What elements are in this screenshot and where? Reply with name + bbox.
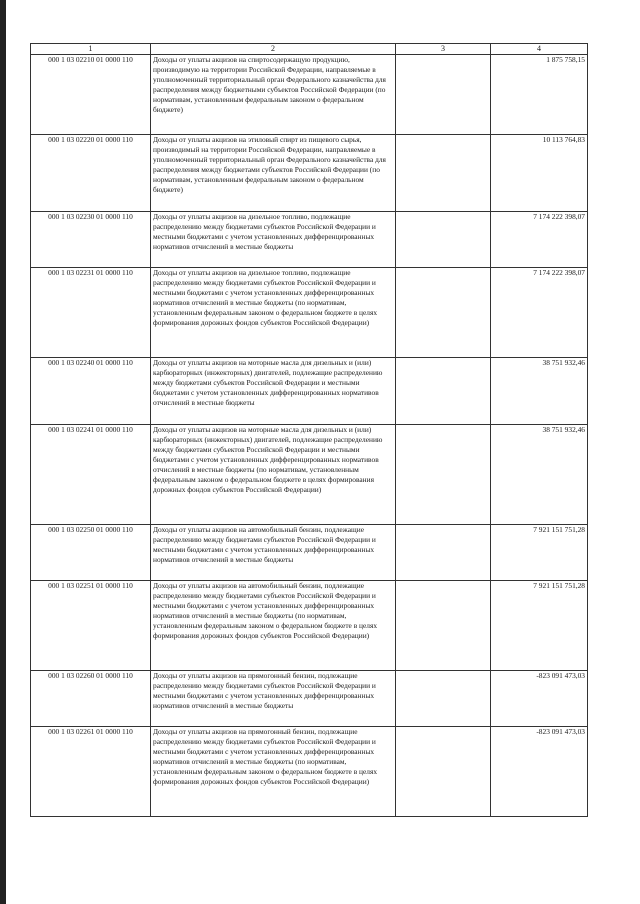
- table-row: [31, 135, 588, 212]
- row-col3: [396, 581, 491, 671]
- table-header-row: [31, 44, 588, 55]
- header-col-4: 4: [491, 44, 588, 55]
- row-code: 000 1 03 02210 01 0000 110: [31, 55, 151, 135]
- row-col3: [396, 135, 491, 212]
- row-amount: 1 875 758,15: [491, 55, 588, 135]
- row-amount: 7 174 222 398,07: [491, 212, 588, 268]
- row-name: Доходы от уплаты акцизов на этиловый спирт из пищевого сырья, производимый на территории Российской Федерации, направляемые в уполномоченный территориальный орган Федерального казначейства для распределения между бюджетами субъектов Российской Федерации (по нормативам, установленным федеральным законом о федеральном бюджете): [151, 135, 396, 212]
- row-col3: [396, 727, 491, 817]
- table-row: [31, 268, 588, 358]
- row-name: Доходы от уплаты акцизов на спиртосодержащую продукцию, производимую на территории Российской Федерации, направляемые в уполномоченный территориальный орган Федерального казначейства для распределения между бюджетными субъектов Российской Федерации (по нормативам, установленным федеральным законом о федеральном бюджете): [151, 55, 396, 135]
- header-col-2: 2: [151, 44, 396, 55]
- row-code: 000 1 03 02240 01 0000 110: [31, 358, 151, 425]
- row-code: 000 1 03 02231 01 0000 110: [31, 268, 151, 358]
- row-col3: [396, 358, 491, 425]
- row-amount: 7 921 151 751,28: [491, 581, 588, 671]
- row-col3: [396, 268, 491, 358]
- row-amount: -823 091 473,03: [491, 671, 588, 727]
- row-name: Доходы от уплаты акцизов на моторные масла для дизельных и (или) карбюраторных (инжекторных) двигателей, подлежащие распределению между бюджетами субъектов Российской Федерации и местными бюджетами с учетом установленных дифференцированных нормативов отчислений в местные бюджеты (по нормативам, установленным федеральным законом о федеральном бюджете в целях формирования дорожных фондов субъектов Российской Федерации): [151, 425, 396, 525]
- row-code: 000 1 03 02261 01 0000 110: [31, 727, 151, 817]
- table-row: [31, 358, 588, 425]
- table-row: [31, 525, 588, 581]
- budget-revenue-table: [30, 43, 588, 817]
- row-name: Доходы от уплаты акцизов на прямогонный бензин, подлежащие распределению между бюджетами субъектов Российской Федерации и местными бюджетами с учетом установленных дифференцированных нормативов отчислений в местные бюджеты: [151, 671, 396, 727]
- row-amount: 38 751 932,46: [491, 358, 588, 425]
- row-code: 000 1 03 02241 01 0000 110: [31, 425, 151, 525]
- row-amount: 38 751 932,46: [491, 425, 588, 525]
- row-amount: 7 174 222 398,07: [491, 268, 588, 358]
- row-name: Доходы от уплаты акцизов на автомобильный бензин, подлежащие распределению между бюджетами субъектов Российской Федерации и местными бюджетами с учетом установленных дифференцированных нормативов отчислений в местные бюджеты (по нормативам, установленным федеральным законом о федеральном бюджете в целях формирования дорожных фондов субъектов Российской Федерации): [151, 581, 396, 671]
- table-row: [31, 55, 588, 135]
- table-row: [31, 212, 588, 268]
- table-row: [31, 581, 588, 671]
- row-code: 000 1 03 02260 01 0000 110: [31, 671, 151, 727]
- row-amount: -823 091 473,03: [491, 727, 588, 817]
- row-code: 000 1 03 02251 01 0000 110: [31, 581, 151, 671]
- row-name: Доходы от уплаты акцизов на дизельное топливо, подлежащие распределению между бюджетами субъектов Российской Федерации и местными бюджетами с учетом установленных дифференцированных нормативов отчислений в местные бюджеты (по нормативам, установленным федеральным законом о федеральном бюджете в целях формирования дорожных фондов субъектов Российской Федерации): [151, 268, 396, 358]
- row-name: Доходы от уплаты акцизов на автомобильный бензин, подлежащие распределению между бюджетами субъектов Российской Федерации и местными бюджетами с учетом установленных дифференцированных нормативов отчислений в местные бюджеты: [151, 525, 396, 581]
- row-code: 000 1 03 02250 01 0000 110: [31, 525, 151, 581]
- row-code: 000 1 03 02220 01 0000 110: [31, 135, 151, 212]
- row-col3: [396, 525, 491, 581]
- row-col3: [396, 671, 491, 727]
- header-col-3: 3: [396, 44, 491, 55]
- row-name: Доходы от уплаты акцизов на моторные масла для дизельных и (или) карбюраторных (инжекторных) двигателей, подлежащие распределению между бюджетами субъектов Российской Федерации и местными бюджетами с учетом установленных дифференцированных нормативов отчислений в местные бюджеты: [151, 358, 396, 425]
- row-col3: [396, 425, 491, 525]
- row-name: Доходы от уплаты акцизов на дизельное топливо, подлежащие распределению между бюджетами субъектов Российской Федерации и местными бюджетами с учетом установленных дифференцированных нормативов отчислений в местные бюджеты: [151, 212, 396, 268]
- table-row: [31, 671, 588, 727]
- row-amount: 10 113 764,83: [491, 135, 588, 212]
- row-code: 000 1 03 02230 01 0000 110: [31, 212, 151, 268]
- table-row: [31, 727, 588, 817]
- row-col3: [396, 55, 491, 135]
- row-col3: [396, 212, 491, 268]
- table-row: [31, 425, 588, 525]
- row-amount: 7 921 151 751,28: [491, 525, 588, 581]
- row-name: Доходы от уплаты акцизов на прямогонный бензин, подлежащие распределению между бюджетами субъектов Российской Федерации и местными бюджетами с учетом установленных дифференцированных нормативов отчислений в местные бюджеты (по нормативам, установленным федеральным законом о федеральном бюджете в целях формирования дорожных фондов субъектов Российской Федерации): [151, 727, 396, 817]
- header-col-1: 1: [31, 44, 151, 55]
- scan-page-edge: [0, 0, 6, 904]
